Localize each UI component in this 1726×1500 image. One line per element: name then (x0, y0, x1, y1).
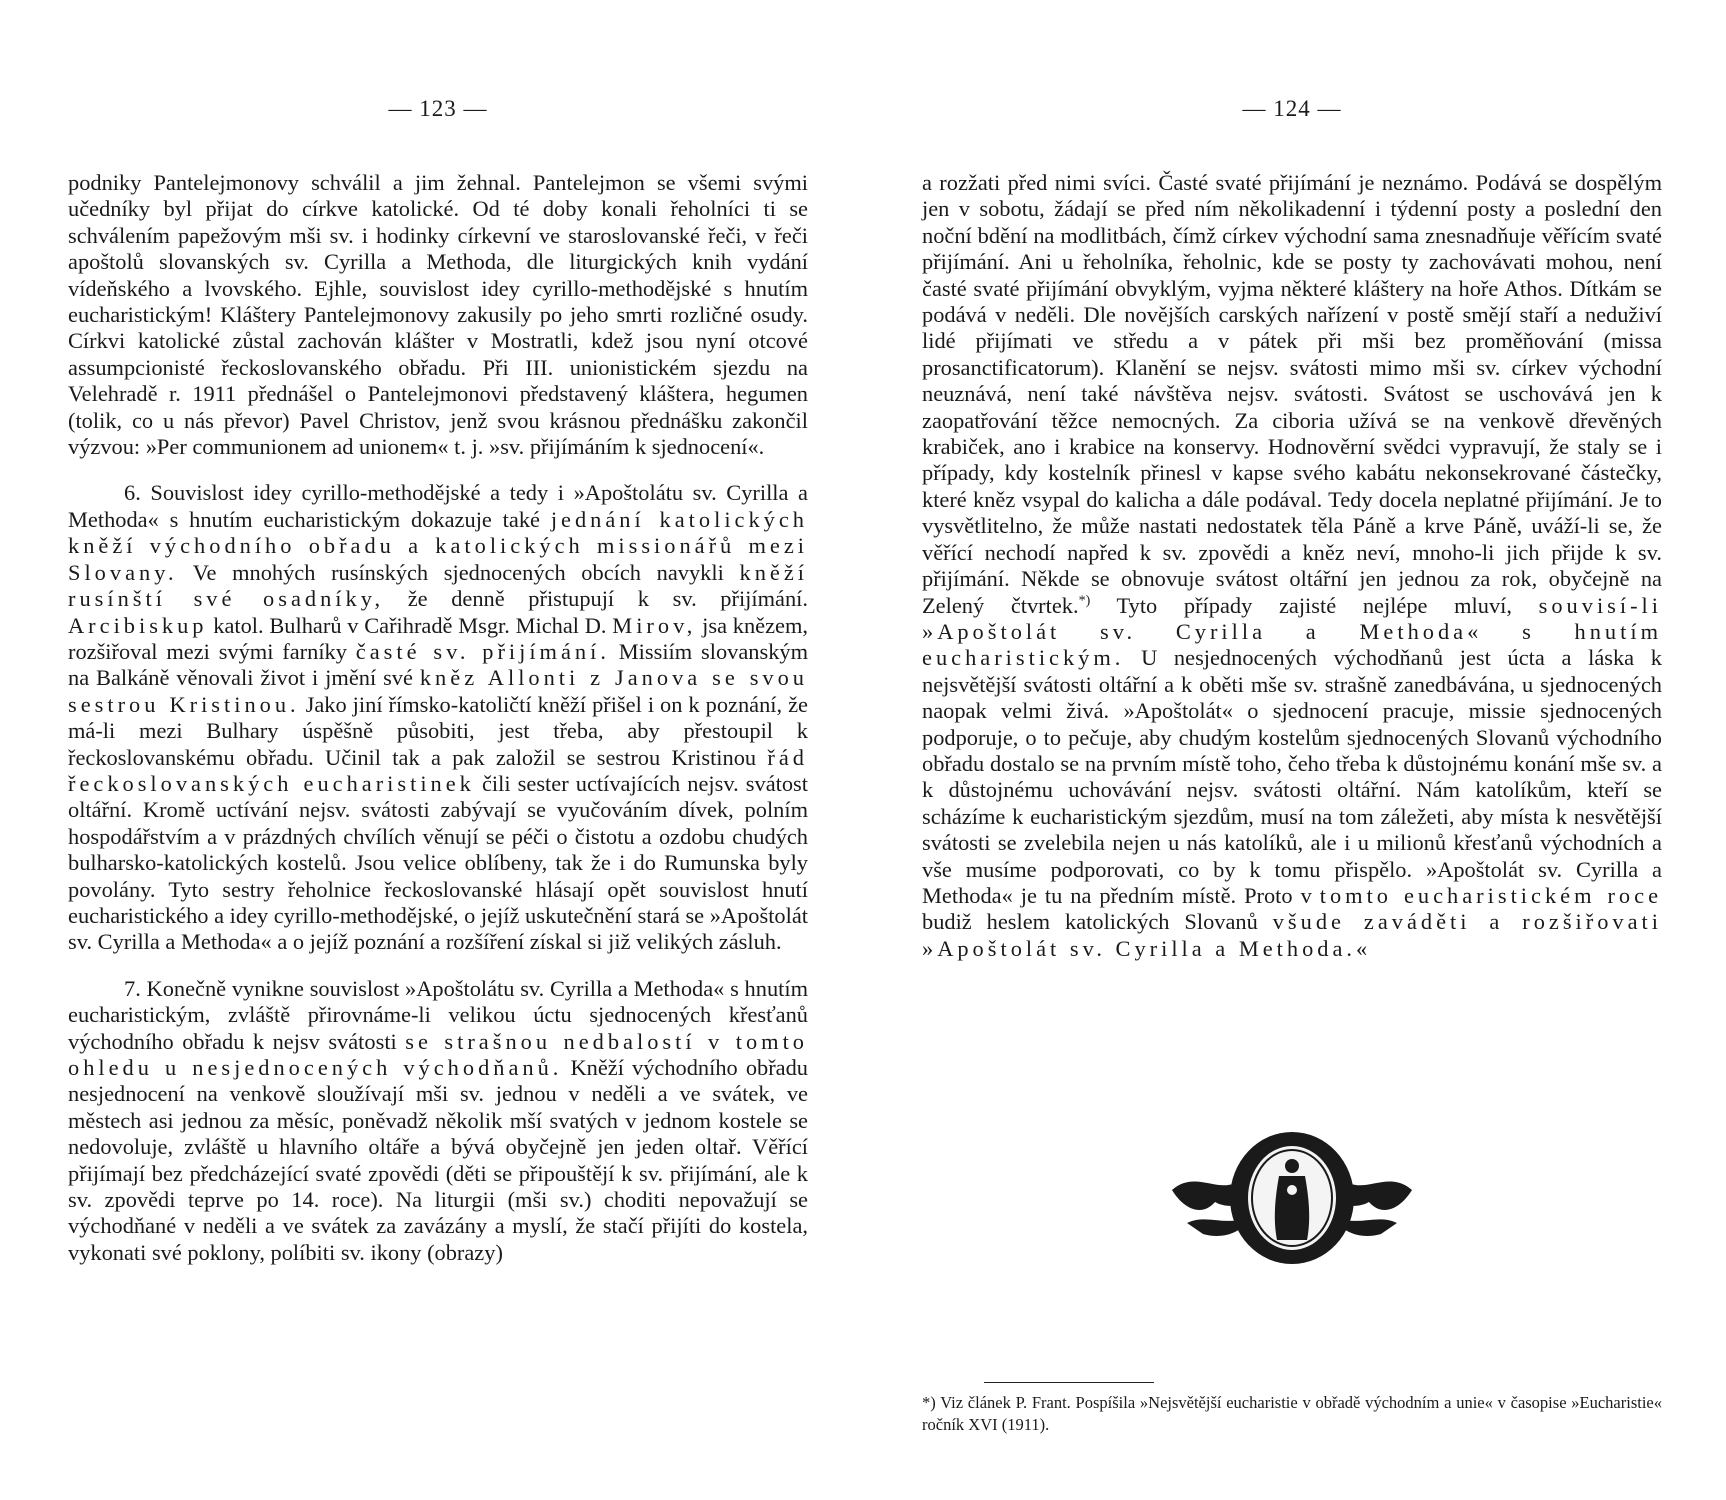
spaced-emphasis: Arcibiskup (68, 612, 208, 638)
text-run: že denně přistupují k sv. přijímání. (384, 586, 808, 612)
text-run: jsa knězem, rozšiřoval mezi svými farníky (68, 612, 808, 664)
text-run: 6. Souvislost idey cyrillo-methodějské a tedy i »Apoštolátu sv. Cyrilla a Methoda« s hnutím eucharistickým dokazuje také (68, 480, 808, 532)
text-run: Tyto případy zajisté nejlépe mluví, (1090, 592, 1539, 618)
paragraph (922, 170, 1662, 962)
spaced-emphasis: všude zaváděti a rozšiřovati »Apoštolát sv. Cyrilla a Methoda.« (922, 909, 1662, 961)
paragraph (68, 976, 808, 1266)
text-run: budiž heslem katolických Slovanů (922, 909, 1273, 935)
spaced-emphasis: kněz Allonti z Janova se svou sestrou Kristinou. (68, 665, 808, 717)
paragraph (68, 480, 808, 955)
page-text (68, 170, 808, 1266)
spaced-emphasis: časté sv. přijímání. (355, 638, 610, 664)
spaced-emphasis: jednání katolických kněží východního obřadu a katolických missionářů mezi Slovany. (68, 506, 808, 585)
right-page (922, 0, 1663, 1434)
text-run: U nesjednocených východňanů jest úcta a láska k nejsvětější svátosti oltářní a k oběti mše sv. strašně zanedbávána, u sjednocených naopak velmi živá. »Apoštolát« o sjednocení pracuje, missie sjednocených podporuje, o to pečuje, aby chudým kostelům sjednocených Slovanů východního obřadu dostalo se na prvním místě toho, čeho třeba k důstojnému konání mše sv. a k důstojnému uchovávání nejsv. svátosti oltářní. Nám katolíkům, kteří se scházíme k eucharistickým sjezdům, musí na tom záležeti, aby místa k nesvětější svátosti se zvelebila nejen u nás katolíků, ale i u milionů křesťanů východních a vše musíme podporovati, co by k tomu přispělo. »Apoštolát sv. Cyrilla a Methoda« je tu na předním místě. Proto v (922, 645, 1662, 908)
spaced-emphasis: kněží rusínští své osadníky, (68, 559, 808, 612)
spaced-emphasis: souvisí-li »Apoštolát sv. Cyrilla a Methoda« s hnutím eucharistickým. (922, 592, 1662, 671)
text-run: a rozžati před nimi svíci. Časté svaté přijímání je neznámo. Podává se dospělým jen v sobotu, žádají se před ním několikadenní i týdenní posty a poslední den noční bdění na modlitbách, čímž církev východní sama znesnadňuje věřícím svaté přijímání. Ani u řeholníka, řeholnic, kde se posty ty zachovávati mohou, není časté svaté přijímání obvyklým, vyjma některé kláštery na hoře Athos. Dítkám se podává v neděli. Dle novějších carských nařízení v postě smějí staří a neduživí lidé přijímati ve středu a v pátek při mši bez proměňování (missa prosanctificatorum). Klanění se nejsv. svátosti mimo mši sv. církev východní neuznává, není také návštěva nejsv. svátosti. Svátost se uschovává jen k zaopatřování těžce nemocných. Za ciboria užívá se na venkově dřevěných krabiček, ano i krabice na konservy. Hodnověrní svědci vypravují, že staly se i případy, kdy kostelník přinesl v kapse svého kabátu nekonsekrované částečky, které kněz vsypal do kalicha a dále podával. Tedy docela neplatné přijímání. Je to vysvětlitelno, že může nastati nedostatek těla Páně a krve Páně, uváží-li se, že věřící nechodí napřed k sv. zpovědi a kněz neví, mnoho-li jich přijde k sv. přijímání. Někde se obnovuje svátost oltářní jen jednou za rok, obyčejně na Zelený čtvrtek. (922, 170, 1662, 618)
text-run: Kněží východního obřadu nesjednocení na venkově sloužívají mši sv. jednou v neděli a ve svátek, ve městech asi jednou za měsíc, poněvadž několik mší svatých v jednom kostele se nedovoluje, zvláště u hlavního oltáře a bývá obyčejně jen jeden oltař. Věřící přijímají bez předcházející svaté zpovědi (děti se připouštějí k sv. přijímání, ale k sv. zpovědi teprve po 14. roce). Na liturgii (mši sv.) choditi nepovažují se východňané v neděli a ve svátek za zavázány a myslí, že stačí přijíti do kostela, vykonati své poklony, políbiti sv. ikony (obrazy) (68, 1055, 808, 1265)
spaced-emphasis: Mirov, (612, 612, 697, 638)
text-run: 7. Konečně vynikne souvislost »Apoštolátu sv. Cyrilla a Methoda« s hnutím eucharistickým, zvláště přirovnáme-li velikou úctu sjednocených křesťanů východního obřadu k nejsv svátosti (68, 975, 808, 1054)
footnote: *) Viz článek P. Frant. Pospíšila »Nejsvětější eucharistie v obřadě východním a unie« v časopise »Eucharistie« ročník XVI (1911). (922, 1393, 1662, 1434)
footnote-marker: *) (1078, 593, 1091, 609)
paragraph: podniky Pantelejmonovy schválil a jim žehnal. Pantelejmon se všemi svými učedníky byl přijat do církve katolické. Od té doby konali řeholníci ti se schválením papežovým mši sv. i hodinky církevní ve staroslovanské řeči, v řeči apoštolů slovanských sv. Cyrilla a Methoda, dle liturgických knih vydání vídeňského a lvovského. Ejhle, souvislost idey cyrillo-methodějské s hnutím eucharistickým! Kláštery Pantelejmonovy zakusily po jeho smrti rozličné osudy. Církvi katolické zůstal zachován klášter v Mostratli, kdež jsou nyní otcové assumpcionisté řeckoslovanského obřadu. Při III. unionistickém sjezdu na Velehradě r. 1911 přednášel o Pantelejmonovi představený kláštera, hegumen (tolik, co u nás převor) Pavel Christov, jenž svou krásnou přednášku zakončil výzvou: »Per communionem ad unionem« t. j. »sv. přijímáním k sjednocení«. (68, 170, 808, 460)
text-run: Ve mnohých rusínských sjednocených obcích navykli (177, 559, 740, 585)
text-run: Jako jiní římsko-katoličtí kněží přišel i on k poznání, že má-li mezi Bulhary úspěšně působiti, jest třeba, aby přestoupil k řeckoslovanskému obřadu. Učinil tak a pak založil se sestrou Kristinou (68, 691, 808, 770)
spaced-emphasis: řád řeckoslovanských eucharistinek (68, 744, 808, 796)
page-number: — 123 — (388, 96, 488, 121)
spaced-emphasis: se strašnou nedbalostí v tomto ohledu u nesjednocených východňanů. (68, 1028, 808, 1080)
left-page (68, 0, 808, 1266)
page-number: — 124 — (1242, 96, 1342, 121)
ornament-madonna-icon (1167, 1128, 1417, 1268)
spaced-emphasis: tomto eucharistickém roce (1319, 882, 1663, 908)
footnote-divider (984, 1382, 1154, 1383)
text-run: katol. Bulharů v Cařihradě Msgr. Michal D. (207, 612, 613, 638)
text-run: Missiím slovanským na Balkáně věnovali život i jmění své (68, 638, 808, 691)
text-run: čili sester uctívajících nejsv. svátost oltářní. Kromě uctívání nejsv. svátosti zabývají se vyučováním dívek, polním hospodářstvím a v prázdných chvílích věnují se péči o čistotu a ozdobu chudých bulharsko-katolických kostelů. Jsou velice oblíbeny, tak že i do Rumunska byly povolány. Tyto sestry řeholnice řeckoslovanské hlásají opět souvislost hnutí eucharistického a idey cyrillo-methodějské, o jejíž uskutečnění stará se »Apoštolát sv. Cyrilla a Methoda« a o jejíž poznání a rozšíření získal si již velikých zásluh. (68, 770, 808, 955)
page-text (922, 170, 1662, 962)
